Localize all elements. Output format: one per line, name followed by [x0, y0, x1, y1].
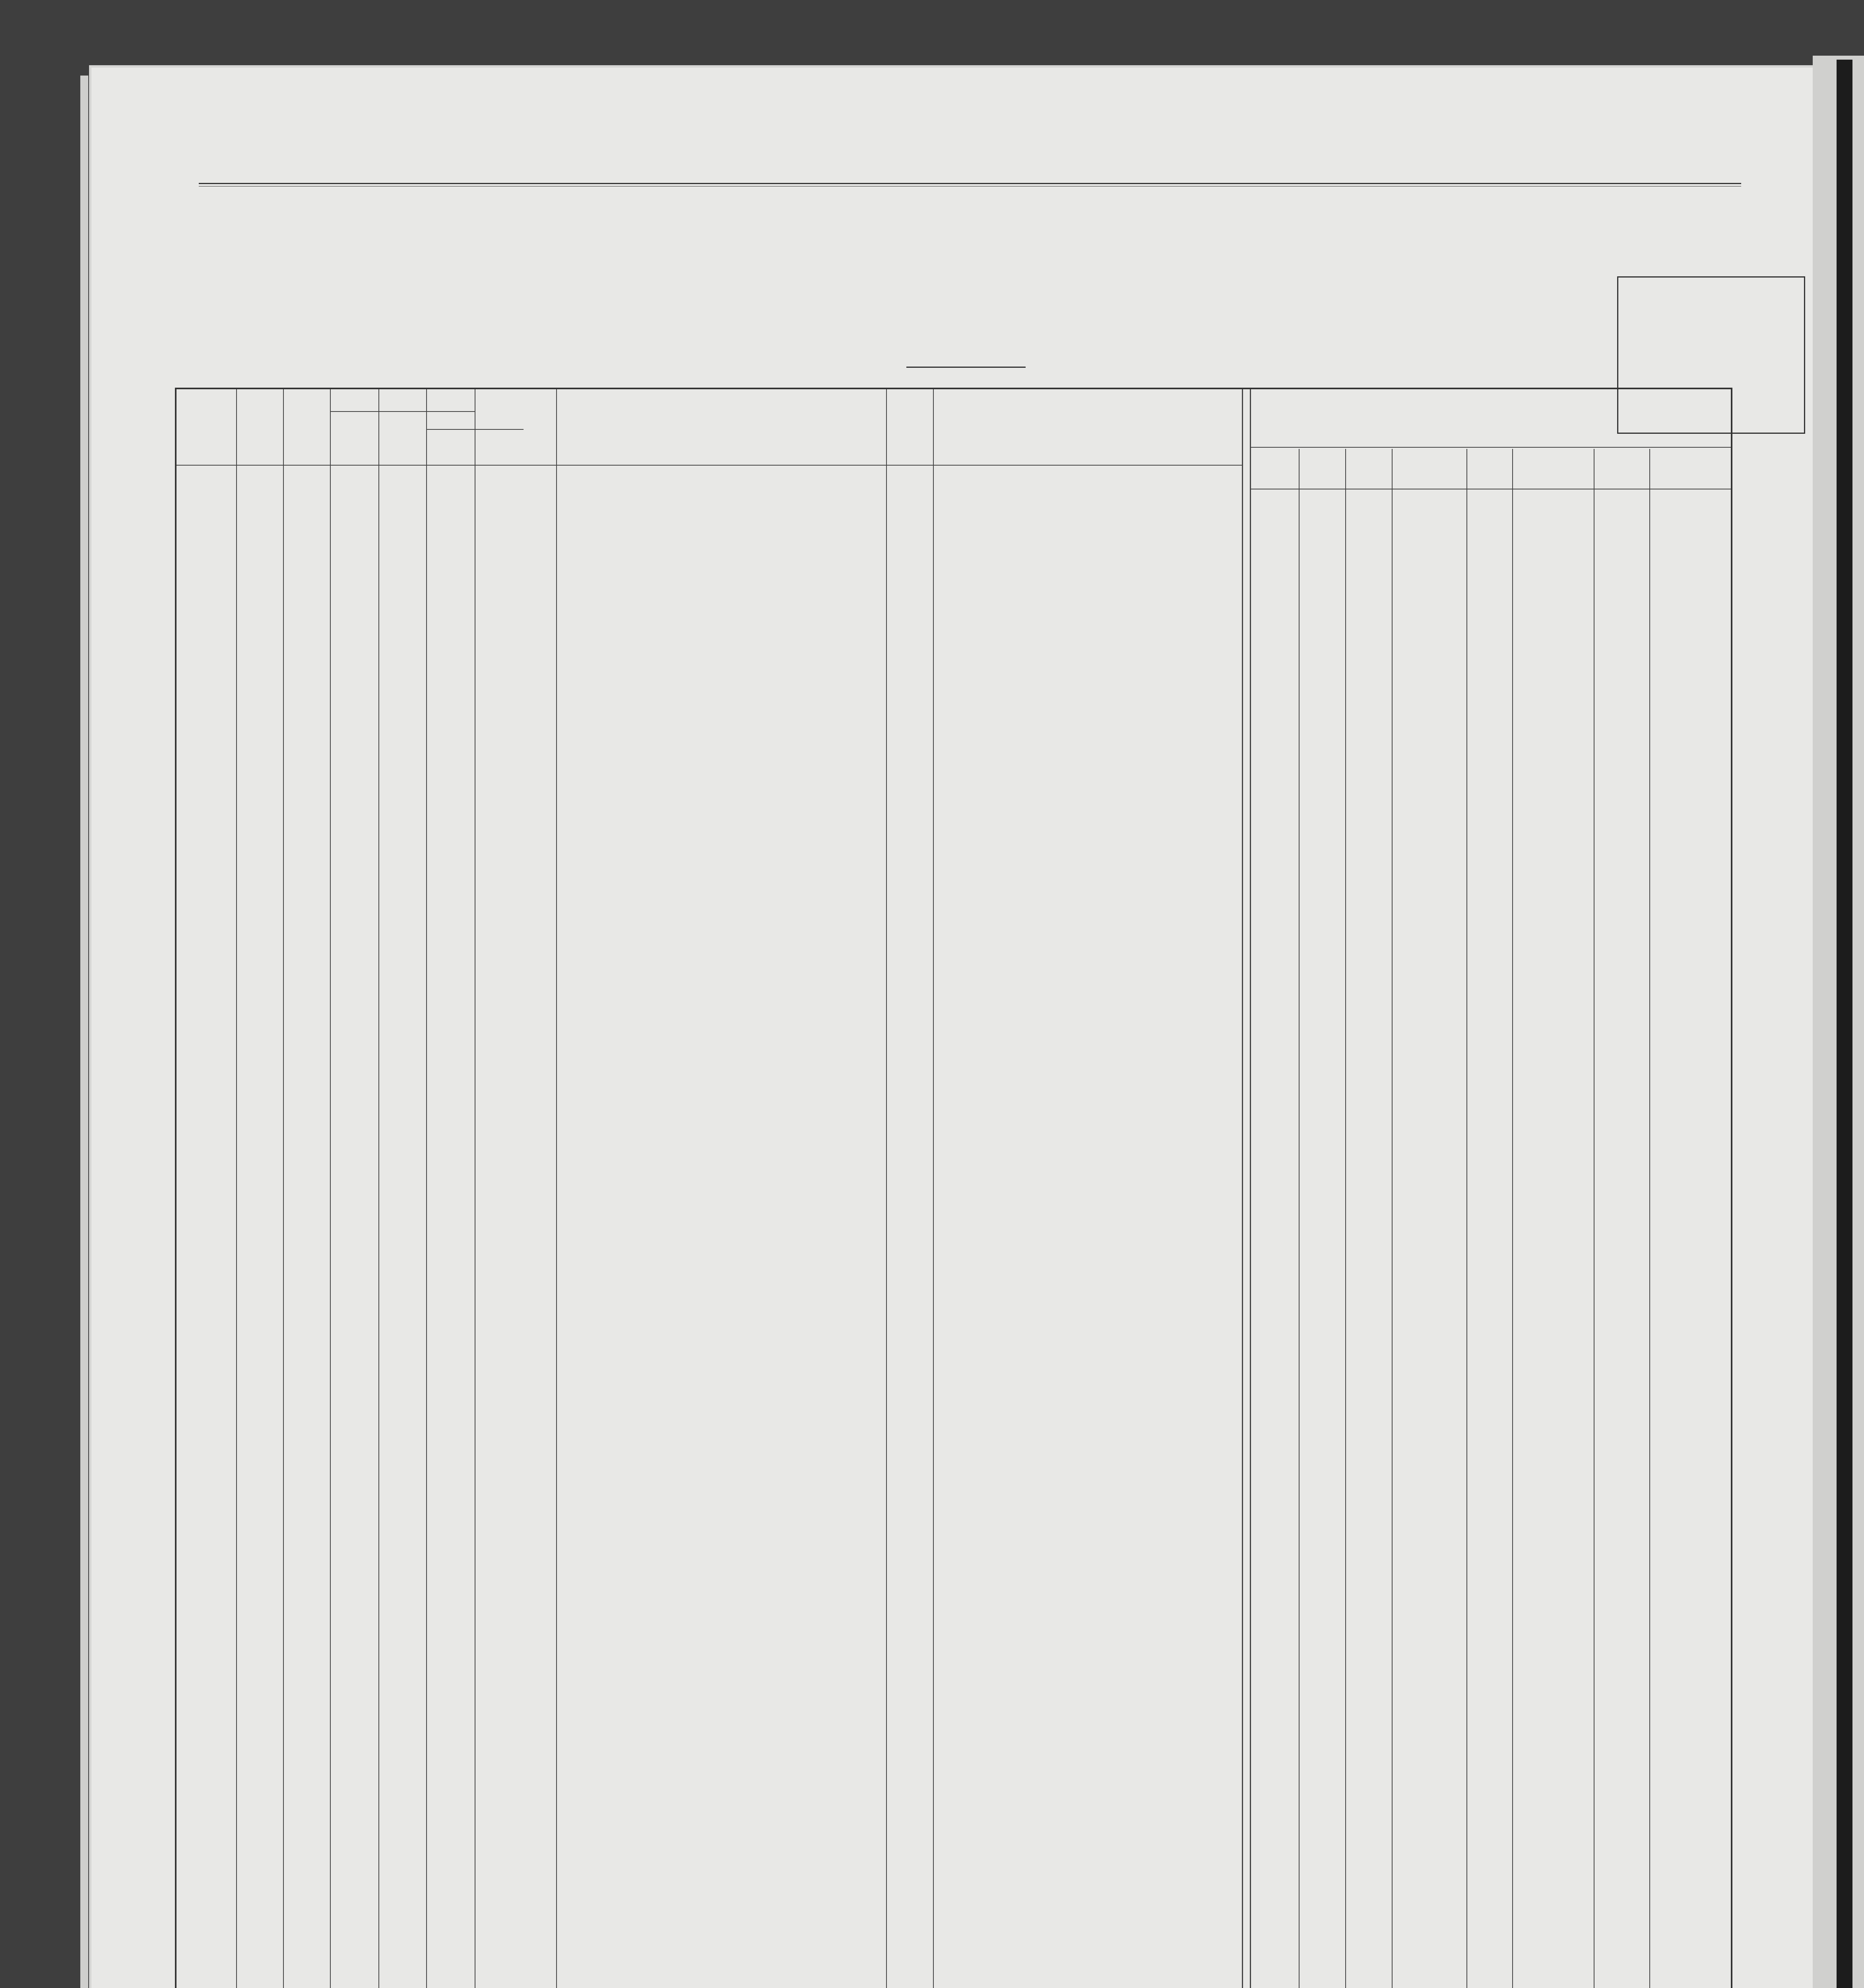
- quotation-table: [175, 388, 1732, 1988]
- title-underline: [906, 367, 1026, 368]
- newspaper-page: [91, 68, 1813, 1988]
- header-rule: [199, 183, 1741, 184]
- binding-shadow: [1837, 60, 1852, 1988]
